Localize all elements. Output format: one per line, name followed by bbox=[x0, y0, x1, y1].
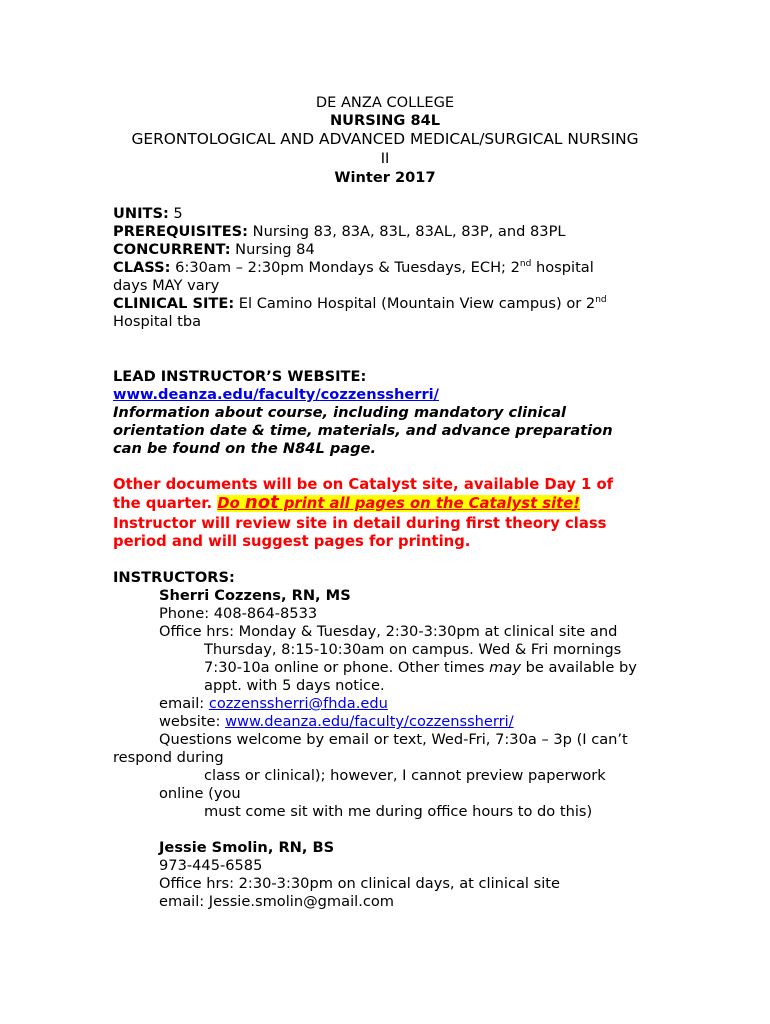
website-desc-3: can be found on the N84L page. bbox=[113, 440, 377, 457]
prereq-line bbox=[113, 223, 566, 241]
prereq-value: Nursing 83, 83A, 83L, 83AL, 83P, and 83PL bbox=[248, 223, 566, 240]
concurrent-label: CONCURRENT: bbox=[113, 241, 231, 258]
sherri-office-1: Office hrs: Monday & Tuesday, 2:30-3:30pm at clinical site and bbox=[159, 623, 618, 640]
course-title: GERONTOLOGICAL AND ADVANCED MEDICAL/SURGICAL NURSING bbox=[131, 130, 639, 148]
clinical-line bbox=[113, 295, 607, 313]
sherri-questions-3: class or clinical); however, I cannot preview paperwork bbox=[204, 767, 606, 784]
sherri-office-3a: 7:30-10a online or phone. Other times bbox=[204, 659, 490, 676]
sherri-office-may: may bbox=[489, 659, 521, 676]
jessie-office: Office hrs: 2:30-3:30pm on clinical days, at clinical site bbox=[159, 875, 560, 892]
clinical-label: CLINICAL SITE: bbox=[113, 295, 235, 312]
class-line-2: days MAY vary bbox=[113, 277, 220, 294]
term: Winter 2017 bbox=[334, 169, 436, 186]
jessie-email: email: Jessie.smolin@gmail.com bbox=[159, 893, 395, 910]
units-value: 5 bbox=[168, 205, 183, 222]
website-label: LEAD INSTRUCTOR’S WEBSITE: bbox=[113, 368, 367, 385]
sherri-questions-2: respond during bbox=[113, 749, 224, 766]
sherri-website-line bbox=[159, 713, 514, 731]
website-desc-1: Information about course, including mandatory clinical bbox=[113, 404, 567, 421]
prereq-label: PREREQUISITES: bbox=[113, 223, 249, 240]
units-line bbox=[113, 205, 183, 223]
notice-not: not bbox=[244, 492, 279, 513]
sherri-questions-5: must come sit with me during office hours to do this) bbox=[204, 803, 593, 820]
course-title-cont: II bbox=[380, 150, 390, 167]
units-label: UNITS: bbox=[113, 205, 169, 222]
notice-highlight bbox=[217, 492, 581, 513]
sherri-questions-1: Questions welcome by email or text, Wed-Fri, 7:30a – 3p (I can’t bbox=[159, 731, 628, 748]
sherri-office-3b: be available by bbox=[520, 659, 637, 676]
course-number: NURSING 84L bbox=[329, 112, 441, 129]
website-link-line bbox=[113, 386, 439, 404]
website-link[interactable]: www.deanza.edu/faculty/cozzenssherri/ bbox=[113, 386, 439, 403]
notice-line-4: period and will suggest pages for printing. bbox=[113, 533, 471, 550]
class-value-b: hospital bbox=[531, 259, 594, 276]
notice-line-3: Instructor will review site in detail during first theory class bbox=[113, 515, 607, 532]
jessie-phone: 973-445-6585 bbox=[159, 857, 263, 874]
class-label: CLASS: bbox=[113, 259, 171, 276]
sherri-office-4: appt. with 5 days notice. bbox=[204, 677, 385, 694]
clinical-line-2: Hospital tba bbox=[113, 313, 202, 330]
clinical-value: El Camino Hospital (Mountain View campus) or 2 bbox=[234, 295, 596, 312]
sherri-email-line bbox=[159, 695, 388, 713]
class-line bbox=[113, 259, 594, 277]
concurrent-value: Nursing 84 bbox=[230, 241, 315, 258]
instructors-label: INSTRUCTORS: bbox=[113, 569, 235, 586]
notice-line-2 bbox=[113, 494, 580, 513]
notice-line-1: Other documents will be on Catalyst site, available Day 1 of bbox=[113, 476, 614, 493]
notice-print: print all pages on the Catalyst site! bbox=[278, 495, 581, 512]
sherri-email-label: email: bbox=[159, 695, 209, 712]
sherri-website-link[interactable]: www.deanza.edu/faculty/cozzenssherri/ bbox=[225, 713, 514, 730]
sherri-name: Sherri Cozzens, RN, MS bbox=[159, 587, 351, 604]
college-name: DE ANZA COLLEGE bbox=[315, 94, 455, 111]
sherri-phone: Phone: 408-864-8533 bbox=[159, 605, 318, 622]
sherri-website-label: website: bbox=[159, 713, 226, 730]
class-value: 6:30am – 2:30pm Mondays & Tuesdays, ECH; 2 bbox=[170, 259, 520, 276]
sherri-office-2: Thursday, 8:15-10:30am on campus. Wed & Fri mornings bbox=[204, 641, 622, 658]
jessie-name: Jessie Smolin, RN, BS bbox=[159, 839, 335, 856]
notice-do: Do bbox=[217, 495, 245, 512]
sherri-email-link[interactable]: cozzenssherri@fhda.edu bbox=[208, 695, 388, 712]
notice-quarter: the quarter. bbox=[113, 495, 218, 512]
sherri-office-3 bbox=[204, 659, 637, 677]
class-sup: nd bbox=[519, 259, 532, 269]
website-desc-2: orientation date & time, materials, and advance preparation bbox=[113, 422, 613, 439]
concurrent-line bbox=[113, 241, 315, 259]
clinical-sup: nd bbox=[595, 295, 607, 305]
sherri-questions-4: online (you bbox=[159, 785, 241, 802]
